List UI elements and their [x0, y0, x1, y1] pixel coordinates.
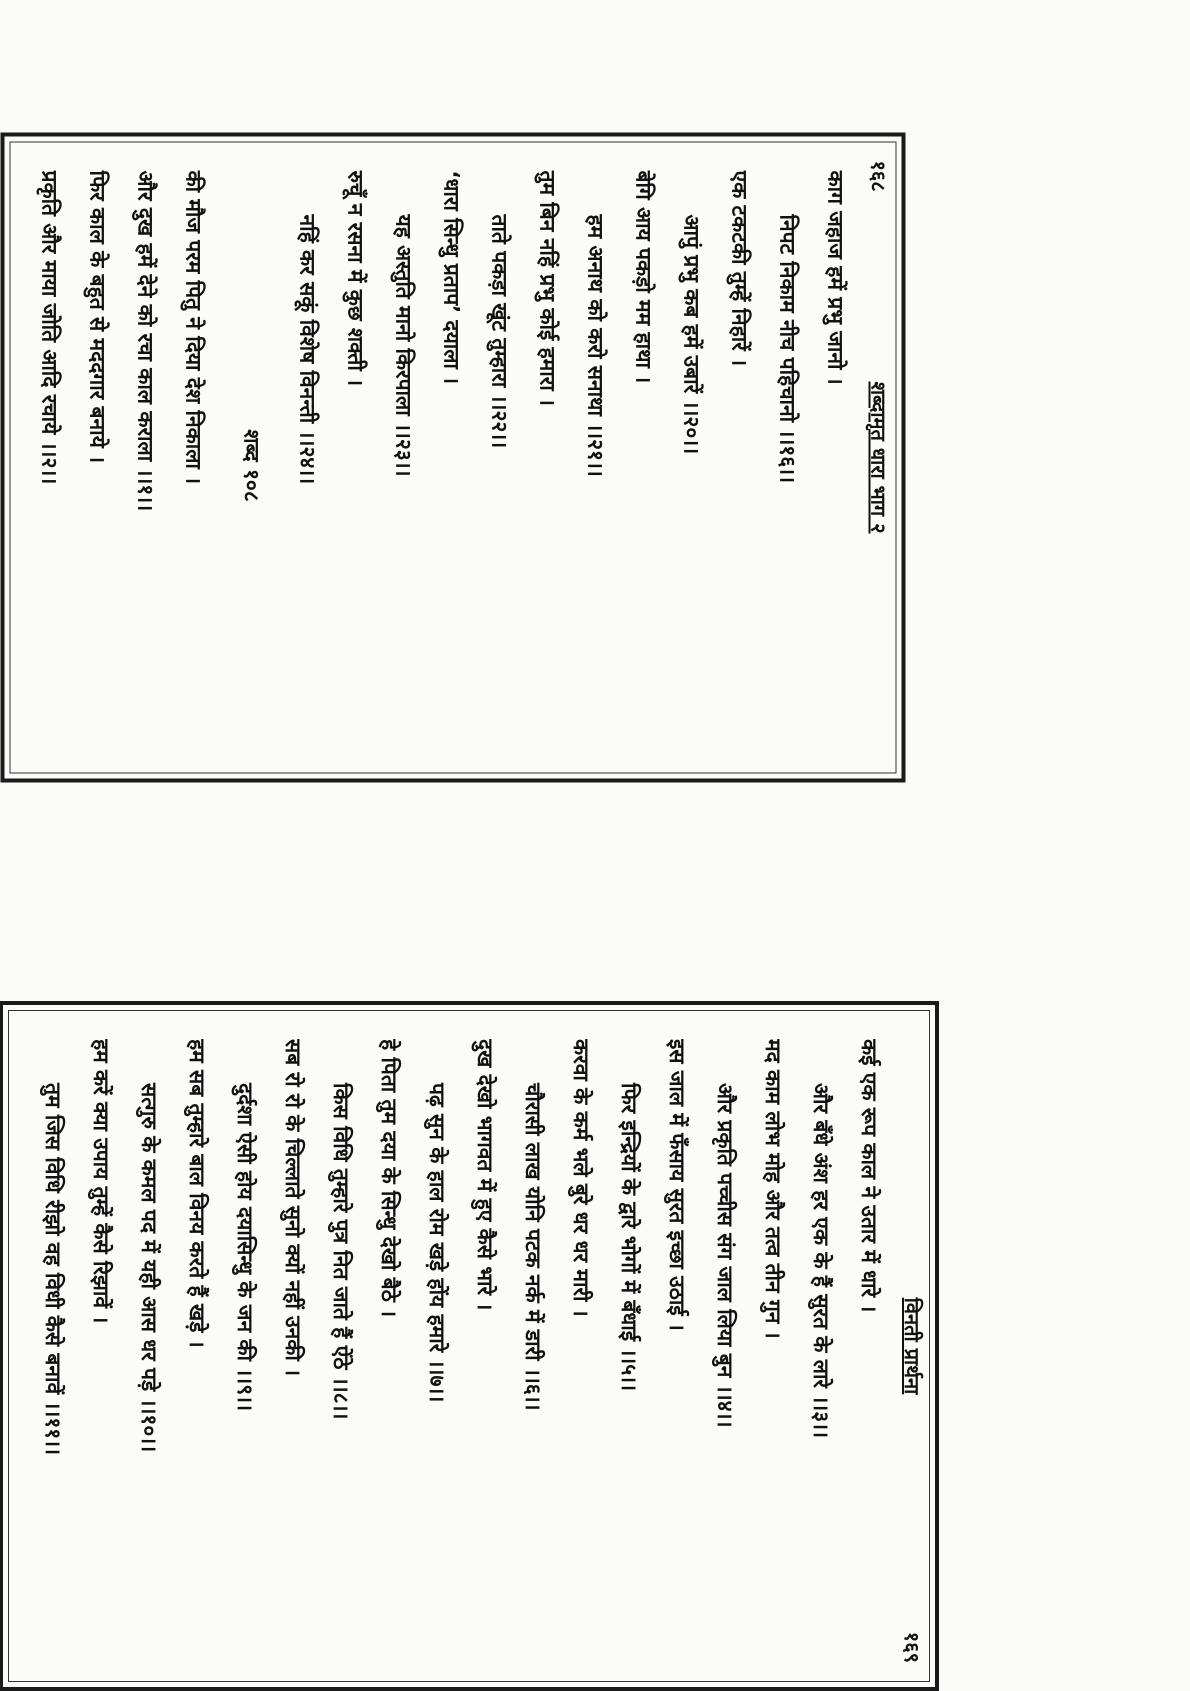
verse-line: ‘धारा सिन्धु प्रताप’ दयाला ।	[439, 170, 464, 385]
verse-line: तुम बिन नहिं प्रभु कोई हमारा ।	[535, 170, 560, 406]
verse-line: फिर इन्द्रियों के द्वारे भोगों में बँधाई ।।५।।	[617, 1083, 641, 1392]
verse-line: की मौज परम पितु ने दिया देश निकाला ।	[181, 170, 206, 485]
page-number: १६९	[900, 1631, 924, 1663]
verse-line: मद काम लोभ मोह और तत्व तीन गुन ।	[761, 1039, 785, 1339]
verse-line: हम अनाथ को करो सनाथा ।।२१।।	[583, 214, 608, 477]
running-header-title: विनती प्रार्थना	[900, 1297, 924, 1395]
verse-line: पढ़ सुन के हाल रोम खड़े होंय हमारे ।।७।।	[425, 1083, 449, 1403]
verse-line: चौरासी लाख योनि पटक नर्क में डारी ।।६।।	[521, 1083, 545, 1411]
verse-line: दुर्दशा ऐसी होय दयासिन्धु के जन की ।।९।।	[233, 1083, 257, 1412]
verse-line: और प्रकृति पच्चीस संग जाल लिया बुन ।।४।।	[713, 1083, 737, 1428]
verse-line: हम सब तुम्हारे बाल विनय करते हैं खड़े ।	[185, 1039, 209, 1348]
verse-line: एक टकटकी तुम्हें निहारें ।	[727, 170, 752, 367]
verse-line: और दुख हमें देने को रचा काल कराला ।।१।।	[133, 170, 158, 512]
running-header-title: शब्दामृत धारा भाग २	[866, 381, 891, 534]
verse-line: तुम जिस विधि रीझो वह विधी कैसे बनावें ।।११।।	[41, 1083, 65, 1456]
verse-line: दुख देखो भागवत में हुए कैसे भारे ।	[473, 1039, 497, 1311]
verse-line: निपट निकाम नीच पहिचानो ।।१६।।	[775, 214, 800, 484]
page-header	[866, 161, 892, 755]
verse-block	[26, 171, 860, 761]
right-page-panel	[0, 1001, 939, 1691]
verse-line: काग जहाज हमें प्रभु जानो ।	[823, 170, 848, 385]
verse-line: सत्गुरु के कमल पद में यही आस धर पड़े ।।१०।।	[137, 1083, 161, 1453]
verse-line: कई एक रूप काल ने उतार में धारे ।	[857, 1039, 881, 1313]
verse-line: प्रकृति और माया जोति आदि रचाये ।।२।।	[37, 170, 62, 485]
verse-block	[29, 1039, 893, 1669]
verse-line: और बँधे अंश हर एक के हैं सुरत के लारे ।।३।।	[809, 1083, 833, 1439]
left-page-panel	[1, 133, 906, 783]
page-header	[899, 1029, 925, 1663]
verse-line: किस विधि तुम्हारे पुत्र नित जाते हैं ऐंठे ।।८।।	[329, 1083, 353, 1420]
verse-line: इस जाल में फँसाय सुरत इच्छा उठाई ।	[665, 1039, 689, 1331]
verse-line: हे पिता तुम दया के सिन्धु देखो बैठे ।	[377, 1039, 401, 1318]
verse-line: सब रो रो के चिल्लाते सुनो क्यों नहीं उनकी ।	[281, 1039, 305, 1377]
verse-line: फिर काल के बहुत से मददगार बनाये ।	[85, 170, 110, 464]
page-number: १६८	[866, 160, 891, 192]
verse-line: ताते पकड़ा खूंट तुम्हारा ।।२२।।	[487, 214, 512, 449]
verse-line: हम करें क्या उपाय तुम्हें कैसे रिझावें ।	[89, 1039, 113, 1324]
verse-line: यह अस्तुति मानो किरपाला ।।२३।।	[391, 214, 416, 477]
verse-line: नहिं कर सकूं विशेष विनन्ती ।।२४।।	[295, 214, 320, 485]
verse-line: रुचूँ न रसना में कुछ शक्ती ।	[343, 170, 368, 387]
section-heading: शब्द १०८	[239, 429, 264, 502]
verse-line: आपुं प्रभु कब हमें उबारें ।।२०।।	[679, 214, 704, 455]
verse-line: बेगि आय पकड़ो मम हाथा ।	[631, 170, 656, 384]
verse-line: करवा के कर्म भले बुरे धर धर मारी ।	[569, 1039, 593, 1317]
